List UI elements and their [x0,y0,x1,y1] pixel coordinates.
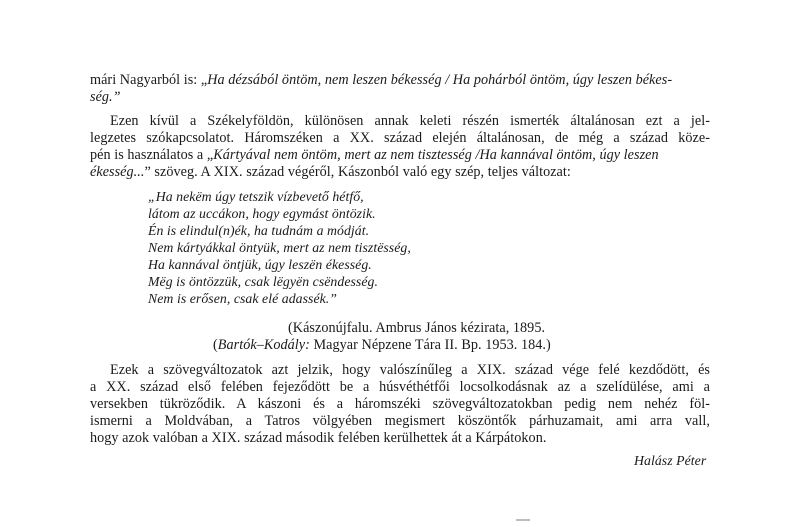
text-segment: pén is használatos a „ [90,147,214,163]
text-segment: Magyar Népzene Tára II. Bp. 1953. 184.) [309,337,551,353]
text-line: Ezek a szövegváltozatok azt jelzik, hogy valószínűleg a XIX. század vége felé kezdődött, és [110,362,710,378]
text-segment: mári Nagyarból is: „ [90,72,208,88]
text-line: Ezen kívül a Székelyföldön, különösen annak keleti részén ismerték általánosan ezt a jel- [110,113,710,129]
text-line [90,164,710,180]
poem-line: Mëg is öntözzük, csak lëgyën csëndesség. [148,274,378,289]
author-italic: Bartók–Kodály: [217,337,310,353]
poem-line: Nem is erősen, csak elé adassék.” [148,291,338,306]
author-signature: Halász Péter [634,453,707,468]
text-line: ség.” [90,89,121,105]
poem-line: látom az uccákon, hogy egymást öntözik. [148,206,376,221]
poem-line: Én is elindul(n)ék, ha tudnám a módját. [148,223,370,238]
text-line: versekben tükröződik. A kászoni és a háromszéki szövegváltozatokban pedig nem nehéz föl- [90,396,710,412]
poem-line: Nem kártyákkal öntyük, mert az nem tisztësség, [148,240,411,255]
text-segment: ( [213,337,218,353]
page-footer-mark [516,519,530,521]
quote-italic: ékesség... [90,164,145,180]
text-line: hogy azok valóban a XIX. század második felében kerülhettek át a Kárpátokon. [90,430,547,446]
text-line: legzetes szókapcsolatot. Háromszéken a XX. század elején általánosan, de még a század köze- [90,130,710,146]
text-line [90,147,710,163]
citation-line: (Kászonújfalu. Ambrus János kézirata, 1895. [288,320,546,336]
poem-line: „Ha nekëm úgy tetszik vízbevető hétfő, [148,189,364,204]
text-line [90,72,710,88]
quote-italic: Kártyával nem öntöm, mert az nem tisztesség /Ha kannával öntöm, úgy leszen [213,147,659,163]
citation-line [213,337,713,353]
quote-italic: Ha dézsából öntöm, nem leszen békesség / Ha pohárból öntöm, úgy leszen békes- [207,72,673,88]
text-segment: ” szöveg. A XIX. század végéről, Kászonból való egy szép, teljes változat: [144,164,571,180]
text-line: ismerni a Moldvában, a Tatros völgyében megismert köszöntők párhuzamait, ami arra vall, [90,413,710,429]
poem-line: Ha kannával öntjük, úgy leszën ékesség. [148,257,372,272]
text-line: a XX. század első felében fejeződött be a húsvéthétfői locsolkodásnak az a szelídülése, ami a [90,379,710,395]
